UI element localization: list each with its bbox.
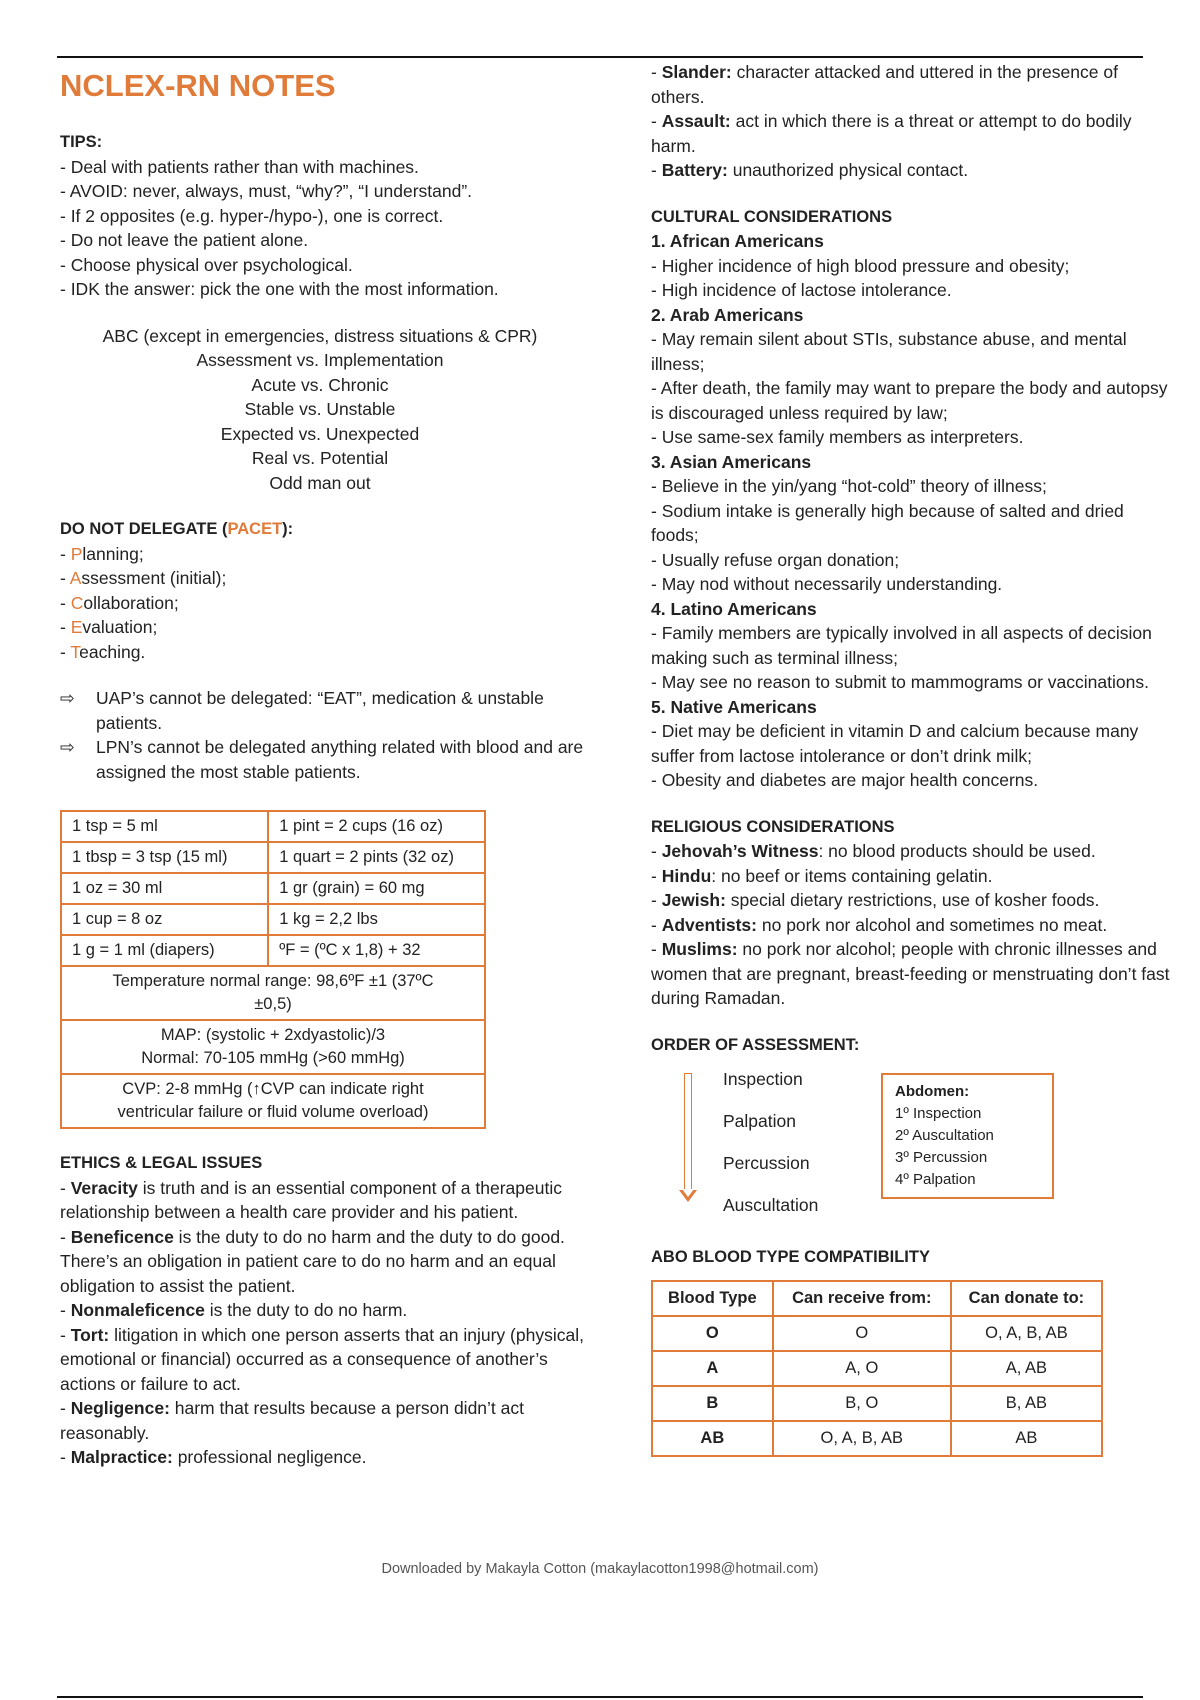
table-header-row [652, 1281, 1102, 1316]
ethics-item: - Veracity is truth and is an essential component of a therapeutic relationship between a health care provider and his patient. [60, 1177, 562, 1222]
ethics-term: Veracity [70, 1177, 138, 1198]
religious-item: - Jehovah’s Witness: no blood products should be used. [651, 841, 1096, 861]
right-column [651, 60, 1171, 1457]
table-row [652, 1386, 1102, 1421]
cultural-item: - Obesity and diabetes are major health concerns. [651, 770, 1039, 790]
cultural-header: CULTURAL CONSIDERATIONS [651, 207, 893, 226]
delegate-initial: E [70, 617, 83, 637]
delegate-item: - Evaluation; [60, 617, 158, 637]
delegate-rest: eaching. [79, 641, 146, 662]
delegate-initial: P [70, 543, 83, 564]
religious-term: Muslims: [661, 939, 738, 959]
cultural-item: - Higher incidence of high blood pressure and obesity; [651, 255, 1070, 276]
table-cell: O [773, 1316, 951, 1351]
table-row [61, 811, 485, 842]
ethics-text: character attacked and uttered in the presence of others. [651, 62, 1118, 107]
delegate-initial: C [70, 592, 84, 613]
table-cell: A, AB [951, 1351, 1102, 1386]
abo-table [651, 1280, 1103, 1457]
bottom-rule [57, 1696, 1143, 1698]
priority-item: Expected vs. Unexpected [220, 423, 420, 444]
cultural-item: - Family members are typically involved in all aspects of decision making such as terminal illness; [651, 623, 1152, 668]
cultural-item: - May see no reason to submit to mammograms or vaccinations. [651, 672, 1149, 692]
map-normal: Normal: 70-105 mmHg (>60 mmHg) [141, 1049, 405, 1067]
cultural-item: - High incidence of lactose intolerance. [651, 280, 952, 300]
table-row [61, 935, 485, 966]
tip-item: - IDK the answer: pick the one with the most information. [60, 279, 499, 299]
priority-item: Odd man out [269, 472, 371, 493]
table-row [61, 873, 485, 904]
table-cell: B, O [773, 1386, 951, 1421]
assessment-diagram [651, 1063, 1171, 1233]
ethics-term: Negligence: [70, 1398, 170, 1418]
tip-item: - Do not leave the patient alone. [60, 230, 309, 250]
table-cell: 1 gr (grain) = 60 mg [268, 873, 485, 904]
table-cell: B, AB [951, 1386, 1102, 1421]
cultural-group-title: 5. Native Americans [651, 696, 817, 717]
delegation-note [60, 735, 600, 784]
tip-item: - Choose physical over psychological. [60, 254, 353, 275]
table-cell: 1 quart = 2 pints (32 oz) [268, 842, 485, 873]
delegation-notes [60, 686, 600, 784]
map-formula: MAP: (systolic + 2xdyastolic)/3 [160, 1026, 386, 1044]
table-row [61, 1074, 485, 1128]
religious-text: : no beef or items containing gelatin. [711, 865, 993, 886]
ethics-text: unauthorized physical contact. [727, 160, 969, 180]
table-row [61, 842, 485, 873]
blood-type-cell: A [652, 1351, 773, 1386]
tip-item: - Deal with patients rather than with machines. [60, 156, 419, 177]
ethics-text: act in which there is a threat or attempt to do bodily harm. [651, 111, 1132, 156]
cultural-item: - Sodium intake is generally high because of salted and dried foods; [651, 500, 1124, 545]
double-arrow-icon: ⇨ [60, 737, 75, 757]
table-cell: AB [951, 1421, 1102, 1456]
delegation-note-text: UAP’s cannot be delegated: “EAT”, medication & unstable patients. [96, 688, 544, 733]
delegate-rest: valuation; [82, 617, 158, 637]
table-cell: O, A, B, AB [951, 1316, 1102, 1351]
abdomen-step: 2º Auscultation [895, 1127, 994, 1144]
tips-header: TIPS: [60, 133, 103, 151]
ethics-item: - Battery: unauthorized physical contact. [651, 160, 969, 180]
cultural-item: - Usually refuse organ donation; [651, 549, 900, 570]
abdomen-step: 4º Palpation [895, 1171, 976, 1188]
table-cell: 1 tsp = 5 ml [61, 811, 268, 842]
cultural-item: - Believe in the yin/yang “hot-cold” theory of illness; [651, 476, 1047, 496]
ethics-text: is truth and is an essential component of a therapeutic relationship between a health care provider and his patient. [60, 1177, 562, 1222]
religious-item: - Jewish: special dietary restrictions, use of kosher foods. [651, 890, 1100, 910]
ethics-item: - Negligence: harm that results because a person didn’t act reasonably. [60, 1398, 524, 1443]
table-cell: 1 kg = 2,2 lbs [268, 904, 485, 935]
table-row [61, 904, 485, 935]
conversion-table [60, 810, 486, 1129]
table-cell: 1 g = 1 ml (diapers) [61, 935, 268, 966]
table-cell: ºF = (ºC x 1,8) + 32 [268, 935, 485, 966]
table-cell: 1 cup = 8 oz [61, 904, 268, 935]
religious-header: RELIGIOUS CONSIDERATIONS [651, 817, 895, 836]
table-row [61, 966, 485, 1020]
top-rule [57, 56, 1143, 58]
religious-text: : no blood products should be used. [818, 841, 1096, 861]
priority-item: Real vs. Potential [251, 448, 389, 468]
abdomen-box [881, 1073, 1054, 1199]
delegate-initial: T [70, 641, 80, 662]
table-cell: O, A, B, AB [773, 1421, 951, 1456]
table-row [61, 1020, 485, 1074]
ethics-item: - Assault: act in which there is a threat or attempt to do bodily harm. [651, 111, 1132, 156]
religious-item: - Adventists: no pork nor alcohol and sometimes no meat. [651, 914, 1108, 935]
religious-item: - Muslims: no pork nor alcohol; people with chronic illnesses and women that are pregnant, breast-feeding or menstruating don’t fast during Ramadan. [651, 939, 1170, 1008]
delegate-item: - Assessment (initial); [60, 568, 227, 588]
tip-item: - If 2 opposites (e.g. hyper-/hypo-), one is correct. [60, 205, 444, 226]
table-cell: 1 tbsp = 3 tsp (15 ml) [61, 842, 268, 873]
ethics-term: Battery: [661, 160, 728, 180]
ethics-term: Tort: [70, 1324, 110, 1345]
blood-type-cell: O [652, 1316, 773, 1351]
delegation-note [60, 686, 600, 735]
table-cell: 1 oz = 30 ml [61, 873, 268, 904]
down-arrow-head-inner [682, 1189, 694, 1197]
religious-text: no pork nor alcohol and sometimes no meat. [757, 914, 1108, 935]
priorities-list [60, 324, 580, 496]
table-row [652, 1316, 1102, 1351]
download-footer: Downloaded by Makayla Cotton (makaylacotton1998@hotmail.com) [381, 1561, 819, 1577]
down-arrow-icon [684, 1073, 692, 1191]
delegate-header [60, 517, 600, 542]
cultural-group-title: 2. Arab Americans [651, 304, 804, 325]
cultural-item: - May remain silent about STIs, substance abuse, and mental illness; [651, 329, 1127, 374]
ethics-text: litigation in which one person asserts that an injury (physical, emotional or financial) occurred as a consequence of another’s actions or failure to act. [60, 1324, 584, 1394]
ethics-item: - Slander: character attacked and uttered in the presence of others. [651, 62, 1118, 107]
delegate-item: - Collaboration; [60, 592, 179, 613]
cultural-item: - Diet may be deficient in vitamin D and calcium because many suffer from lactose intolerance or don’t drink milk; [651, 721, 1139, 766]
religious-text: special dietary restrictions, use of kosher foods. [725, 890, 1100, 910]
ethics-term: Slander: [661, 62, 732, 82]
abdomen-step: 1º Inspection [895, 1105, 982, 1122]
ethics-term: Malpractice: [70, 1447, 173, 1467]
ethics-term: Beneficence [70, 1226, 174, 1247]
religious-term: Jewish: [661, 890, 726, 910]
blood-type-cell: B [652, 1386, 773, 1421]
double-arrow-icon: ⇨ [60, 688, 75, 708]
left-column [60, 60, 600, 1470]
cultural-group-title: 1. African Americans [651, 231, 824, 251]
table-row [652, 1421, 1102, 1456]
delegate-initial: A [69, 568, 82, 588]
religious-term: Adventists: [661, 914, 757, 935]
column-header: Blood Type [652, 1281, 773, 1316]
ethics-item: - Malpractice: professional negligence. [60, 1447, 367, 1467]
tip-item: - AVOID: never, always, must, “why?”, “I understand”. [60, 181, 473, 201]
cultural-group-title: 3. Asian Americans [651, 451, 812, 472]
priority-item: Stable vs. Unstable [244, 399, 396, 419]
ethics-text: harm that results because a person didn’t act reasonably. [60, 1398, 524, 1443]
delegate-rest: ollaboration; [83, 592, 179, 613]
ethics-item: - Nonmaleficence is the duty to do no harm. [60, 1300, 408, 1320]
priority-item: Acute vs. Chronic [251, 374, 389, 395]
cultural-group-title: 4. Latino Americans [651, 598, 817, 619]
delegate-header-prefix: DO NOT DELEGATE ( [60, 520, 228, 538]
assessment-step: Inspection [723, 1069, 803, 1089]
cultural-item: - Use same-sex family members as interpreters. [651, 427, 1024, 447]
pacet-acronym: PACET [227, 520, 283, 538]
ethics-term: Assault: [661, 111, 731, 131]
assessment-step: Palpation [723, 1111, 796, 1131]
ethics-text: professional negligence. [172, 1447, 367, 1467]
ethics-item: - Beneficence is the duty to do no harm and the duty to do good. There’s an obligation in patient care to do no harm and an equal obligation to assist the patient. [60, 1226, 565, 1296]
page-title: NCLEX-RN NOTES [60, 68, 336, 103]
map-cell [61, 1020, 485, 1074]
assessment-step: Percussion [723, 1153, 810, 1173]
table-cell: 1 pint = 2 cups (16 oz) [268, 811, 485, 842]
priority-item: ABC (except in emergencies, distress situations & CPR) [102, 325, 538, 346]
ethics-term: Nonmaleficence [70, 1300, 205, 1320]
religious-item: - Hindu: no beef or items containing gelatin. [651, 865, 993, 886]
religious-term: Hindu [661, 865, 712, 886]
abdomen-title: Abdomen: [895, 1083, 970, 1100]
cvp-cell: CVP: 2-8 mmHg (↑CVP can indicate right ventricular failure or fluid volume overload) [61, 1074, 485, 1128]
cultural-item: - May nod without necessarily understanding. [651, 574, 1003, 594]
assessment-header: ORDER OF ASSESSMENT: [651, 1035, 860, 1054]
temperature-cell: Temperature normal range: 98,6ºF ±1 (37ºC ±0,5) [61, 966, 485, 1020]
delegate-item: - Teaching. [60, 641, 146, 662]
ethics-header: ETHICS & LEGAL ISSUES [60, 1154, 263, 1172]
abo-header: ABO BLOOD TYPE COMPATIBILITY [651, 1248, 930, 1266]
religious-term: Jehovah’s Witness [661, 841, 819, 861]
delegate-item: - Planning; [60, 543, 144, 564]
religious-text: no pork nor alcohol; people with chronic illnesses and women that are pregnant, breast-feeding or menstruating don’t fast during Ramadan. [651, 939, 1170, 1008]
abdomen-step: 3º Percussion [895, 1149, 988, 1166]
delegate-rest: ssessment (initial); [81, 568, 227, 588]
priority-item: Assessment vs. Implementation [196, 350, 444, 370]
cultural-item: - After death, the family may want to prepare the body and autopsy is discouraged unless required by law; [651, 378, 1168, 423]
ethics-item: - Tort: litigation in which one person asserts that an injury (physical, emotional or financial) occurred as a consequence of another’s actions or failure to act. [60, 1324, 584, 1394]
delegate-header-suffix: ): [282, 520, 294, 538]
delegate-rest: lanning; [82, 543, 144, 564]
table-cell: A, O [773, 1351, 951, 1386]
column-header: Can donate to: [951, 1281, 1102, 1316]
blood-type-cell: AB [652, 1421, 773, 1456]
ethics-text: is the duty to do no harm. [204, 1300, 408, 1320]
delegation-note-text: LPN’s cannot be delegated anything related with blood and are assigned the most stable patients. [96, 737, 584, 782]
table-row [652, 1351, 1102, 1386]
column-header: Can receive from: [773, 1281, 951, 1316]
assessment-step: Auscultation [723, 1195, 819, 1215]
ethics-text: is the duty to do no harm and the duty to do good. There’s an obligation in patient care to do no harm and an equal obligation to assist the patient. [60, 1226, 565, 1296]
